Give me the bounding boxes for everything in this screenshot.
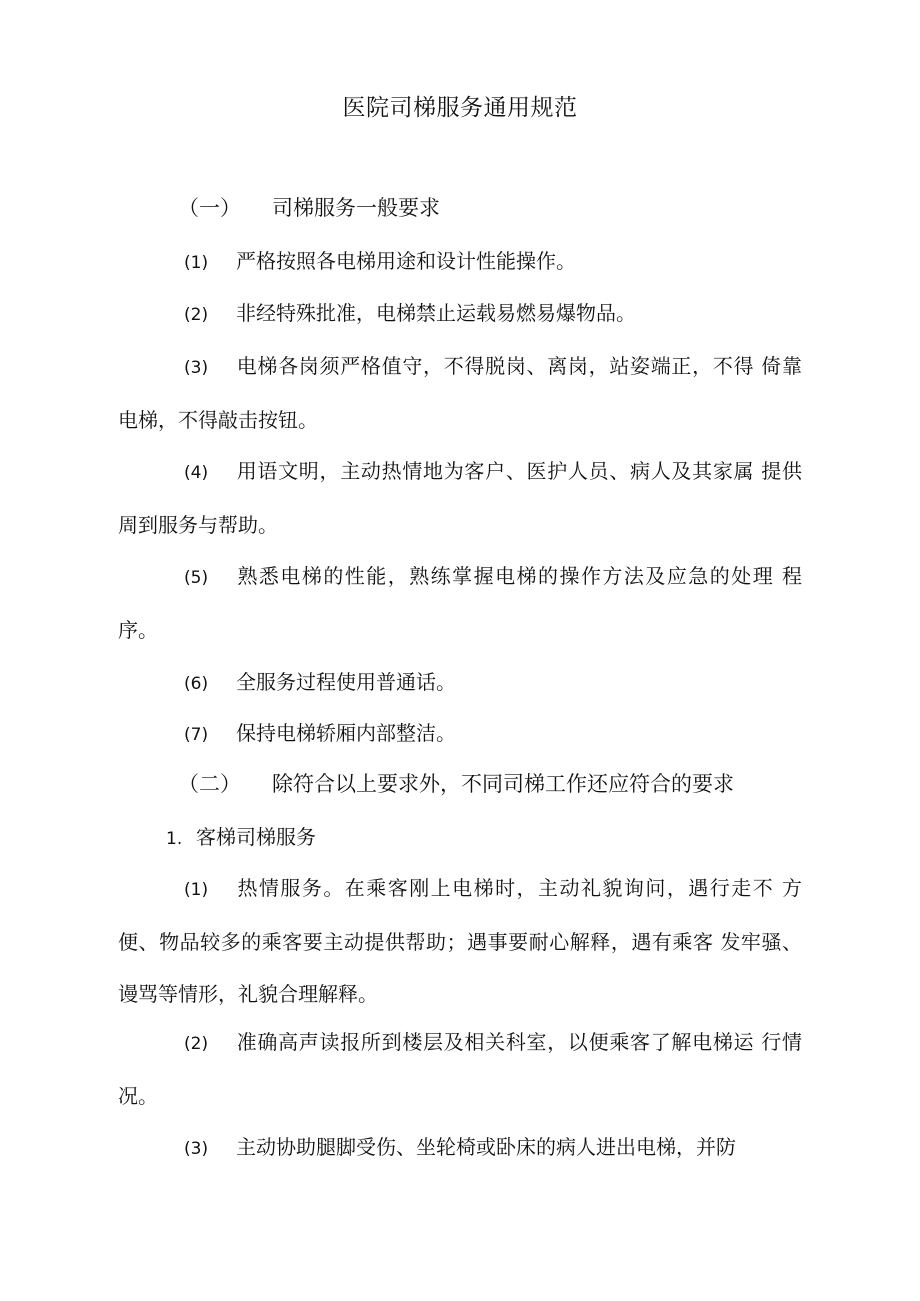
item-number: (6) — [184, 674, 209, 694]
item-number: (2) — [184, 1034, 209, 1054]
list-item — [118, 445, 802, 551]
section-title: 司梯服务一般要求 — [272, 196, 440, 220]
item-text: 主动协助腿脚受伤、坐轮椅或卧床的病人进出电梯，并防 — [236, 1135, 736, 1159]
item-text: 热情服务。在乘客刚上电梯时，主动礼貌询问，遇行走不 方便、物品较多的乘客要主动提供帮助；遇事要耐心解释，遇有乘客 发牢骚、谩骂等情形，礼貌合理解释。 — [118, 876, 802, 1006]
item-text: 准确高声读报所到楼层及相关科室，以便乘客了解电梯运 行情况。 — [118, 1030, 802, 1108]
item-text: 全服务过程使用普通话。 — [236, 670, 456, 694]
item-number: (4) — [184, 463, 209, 483]
section-number: （二） — [178, 772, 241, 796]
item-number: (5) — [184, 568, 209, 588]
list-item — [118, 550, 802, 656]
document-title: 医院司梯服务通用规范 — [342, 95, 578, 121]
item-text: 电梯各岗须严格值守，不得脱岗、离岗，站姿端正，不得 倚靠电梯，不得敲击按钮。 — [118, 354, 802, 432]
section-2-heading — [178, 769, 734, 799]
list-item — [184, 298, 636, 330]
list-item — [184, 246, 576, 278]
section-title: 除符合以上要求外，不同司梯工作还应符合的要求 — [272, 772, 734, 796]
item-text: 用语文明，主动热情地为客户、医护人员、病人及其家属 提供周到服务与帮助。 — [118, 459, 802, 537]
item-text: 熟悉电梯的性能，熟练掌握电梯的操作方法及应急的处理 程序。 — [118, 564, 802, 642]
list-item — [118, 1016, 802, 1122]
item-number: (3) — [184, 358, 209, 378]
item-number: (2) — [184, 305, 209, 325]
list-item — [184, 667, 456, 699]
subsection-number: 1. — [166, 829, 183, 849]
item-text: 严格按照各电梯用途和设计性能操作。 — [236, 249, 576, 273]
subsection-title: 客梯司梯服务 — [196, 825, 316, 849]
item-number: (1) — [184, 880, 209, 900]
item-number: (1) — [184, 253, 209, 273]
section-number: （一） — [178, 196, 241, 220]
list-item — [118, 862, 802, 1020]
item-text: 非经特殊批准，电梯禁止运载易燃易爆物品。 — [236, 301, 636, 325]
list-item — [184, 1132, 736, 1164]
subsection-heading — [166, 822, 316, 854]
item-text: 保持电梯轿厢内部整洁。 — [236, 721, 456, 745]
item-number: (3) — [184, 1139, 209, 1159]
item-number: (7) — [184, 725, 209, 745]
list-item — [184, 718, 456, 750]
list-item — [118, 340, 802, 446]
section-1-heading — [178, 193, 440, 223]
